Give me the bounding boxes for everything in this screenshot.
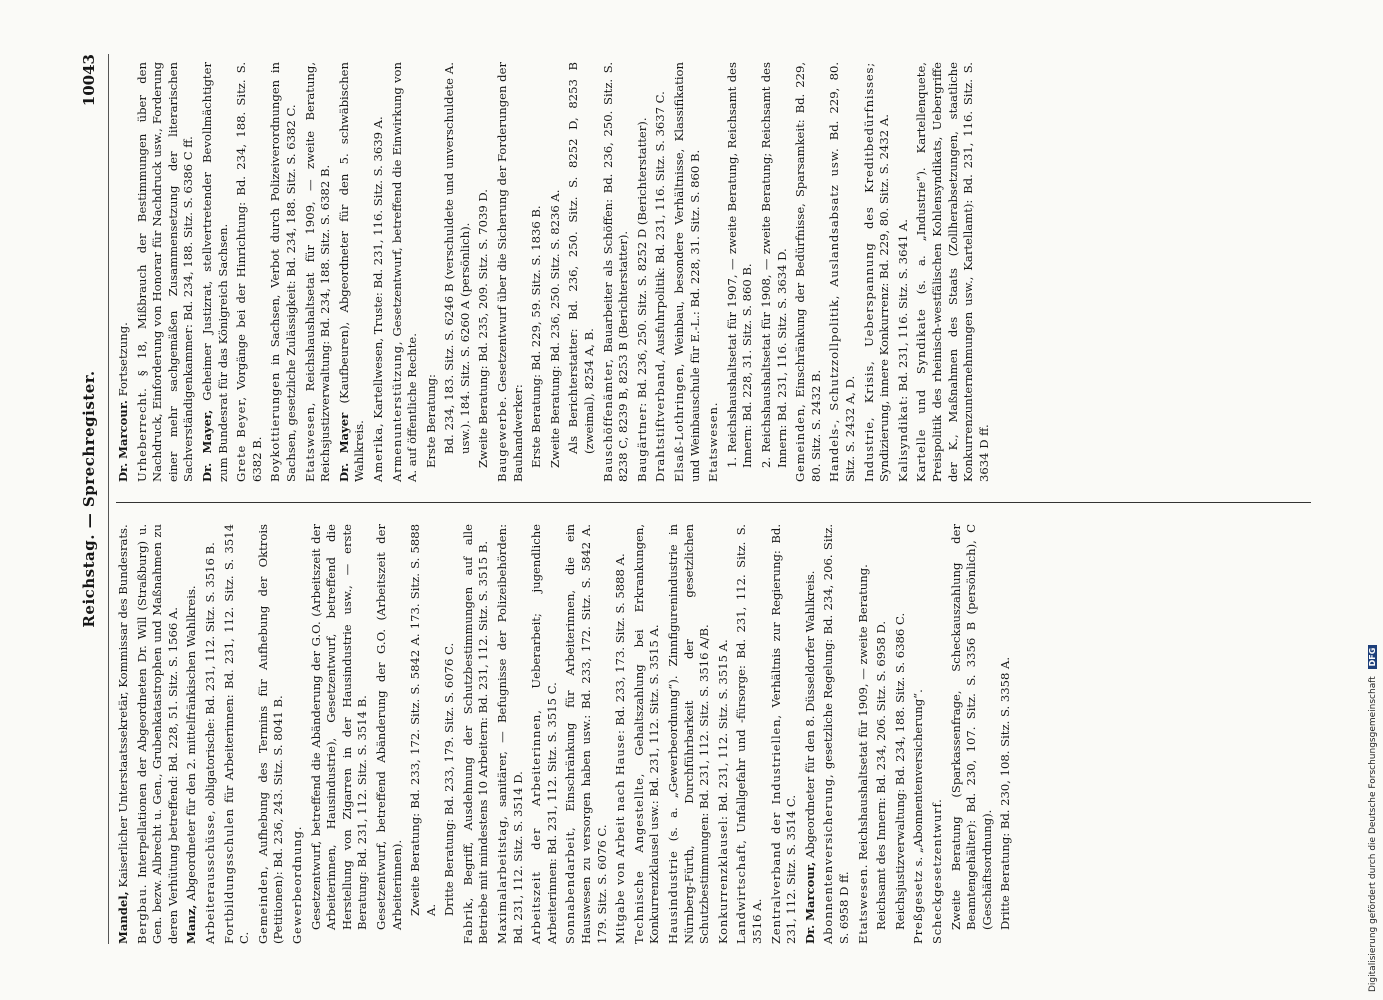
entry-text: Abgeordneter für den 8. Düsseldorfer Wahlkreis. xyxy=(802,570,817,859)
entry-text: Reichsamt des Innern: Bd. 234, 206. Sitz. S. 6958 D. xyxy=(874,620,889,930)
reference-line xyxy=(529,62,545,482)
entry-text: Unfallgefahr und -fürsorge: Bd. 231, 112. Sitz. S. 3516 A. xyxy=(734,524,764,944)
speaker-name: Mandel, xyxy=(116,891,130,944)
topic-entry xyxy=(203,524,219,944)
entry-text: Geheimer Justizrat, stellvertretender Bevollmächtigter zum Bundesrat für das Königreich Sachsen. xyxy=(199,62,230,482)
entry-text: Reichsjustizverwaltung: Bd. 234, 188. Sitz. S. 6386 C. xyxy=(892,612,907,930)
entry-text: Bd. 231, 112. Sitz. S. 3515 A. xyxy=(715,639,730,812)
entry-text: Zweite Beratung (Sparkassenfrage, Scheckauszahlung der Beamtengehälter): Bd. 230, 107. Sitz. S. 3356 B (persönlich), C (Geschäftsordnung). xyxy=(948,524,994,930)
topic-label: Armenunterstützung, xyxy=(389,340,404,482)
topic-label: Hausindustrie xyxy=(666,850,680,944)
entry-text: Bd. 229, 80. Sitz. S. 2432 A, D. xyxy=(827,61,857,482)
entry-text: Zweite Beratung: Bd. 233, 172. Sitz. S. 5842 A. 173. Sitz. S. 5888 A. xyxy=(408,524,438,916)
topic-entry xyxy=(896,62,912,482)
entry-text: gesetzliche Regelung: Bd. 234, 206. Sitz. S. 6958 D ff. xyxy=(821,523,851,944)
entry-text: Erste Beratung: Bd. 229, 59. Sitz. S. 1836 B. xyxy=(529,205,544,468)
speaker-entry xyxy=(116,62,132,482)
topic-label: Arbeiterausschüsse, xyxy=(202,809,217,944)
topic-label: Landwirtschaft, xyxy=(734,839,749,944)
entry-text: Fortsetzung. xyxy=(116,322,130,397)
reference-line xyxy=(309,524,371,944)
topic-label: Sonnabendarbeit, xyxy=(563,826,578,944)
topic-entry xyxy=(256,524,287,944)
reference-line xyxy=(408,524,439,944)
entry-text: Kaiserlicher Unterstaatssekretär, Kommissar des Bundesrats. xyxy=(116,524,130,888)
credit-text: Digitalisierung gefördert durch die Deutsche Forschungsgemeinschaft xyxy=(1368,676,1378,992)
reference-line xyxy=(442,62,473,482)
topic-label: Drahtstiftverband, xyxy=(653,358,668,482)
topic-entry xyxy=(290,524,306,944)
topic-entry xyxy=(303,62,334,482)
topic-entry xyxy=(563,524,610,944)
topic-label: Gewerbeordnung. xyxy=(289,825,304,944)
topic-label: Kartelle und Syndikate xyxy=(914,308,929,482)
topic-entry xyxy=(911,524,927,944)
topic-entry xyxy=(222,524,253,944)
topic-label: Bauschöffenämter, xyxy=(600,358,615,482)
speaker-entry xyxy=(803,524,819,944)
entry-text: Syndizierung, innere Konkurrenz: Bd. 229, 80. Sitz. S. 2432 A. xyxy=(877,114,892,482)
entry-text: Bauarbeiter als Schöffen: Bd. 236, 250. Sitz. S. 8238 C, 8239 B, 8253 B (Berichterstatter). xyxy=(600,61,631,482)
entry-text: Reichshaushaltsetat für 1909, — zweite Beratung. xyxy=(855,564,870,861)
topic-label: Scheckgesetzentwurf. xyxy=(929,798,944,944)
reference-line xyxy=(566,62,597,482)
entry-text: Weinbau, besondere Verhältnisse, Klassifikation und Weinbauschule für E.-L.: Bd. 228, 31. Sitz. S. 860 B. xyxy=(672,62,702,482)
topic-label: Boykottierungen xyxy=(268,371,283,482)
entry-text: Verhältnis zur Regierung: Bd. 231, 112. Sitz. S. 3514 C. xyxy=(768,523,799,944)
topic-label: Kalisyndikat: xyxy=(895,395,910,482)
left-column xyxy=(116,524,1017,944)
topic-label: Fortbildungsschulen xyxy=(221,808,236,944)
topic-entry xyxy=(734,524,765,944)
topic-entry xyxy=(635,62,651,482)
register-columns xyxy=(116,54,1316,944)
topic-label: Etatswesen. xyxy=(855,863,870,944)
topic-label: Abonnentenversicherung, xyxy=(821,773,836,944)
page-header xyxy=(80,54,116,944)
topic-entry xyxy=(862,62,893,482)
entry-text: Bd. 234, 183. Sitz. S. 6246 B (verschuldete und unverschuldete A. usw.). 184. Sitz. S. 6260 A (persönlich). xyxy=(442,62,472,454)
topic-label: Grete Beyer, xyxy=(234,396,249,482)
dfg-logo: DFG xyxy=(1368,645,1377,670)
topic-entry xyxy=(632,524,663,944)
entry-text: sanitärer, — Befugnisse der Polizeibehörden: Bd. 231, 112. Sitz. S. 3514 D. xyxy=(495,524,525,944)
entry-text: für Arbeiterinnen: Bd. 231, 112. Sitz. S. 3514 C. xyxy=(221,524,252,944)
entry-text: Gesetzentwurf, betreffend die Einwirkung von A. auf öffentliche Rechte. xyxy=(389,61,420,482)
topic-label: Urheberrecht. xyxy=(134,387,149,482)
speaker-entry xyxy=(184,524,200,944)
entry-text: obligatorische: Bd. 231, 112. Sitz. S. 3516 B. xyxy=(202,542,217,806)
topic-label: Industrie, Krisis, Ueberspannung des Kreditbedürfnisses; xyxy=(861,62,876,482)
entry-text: Zweite Beratung: Bd. 236, 250. Sitz. S. 8236 A. xyxy=(547,189,562,468)
topic-entry xyxy=(706,62,722,482)
entry-text: Ueberarbeit; jugendliche Arbeiterinnen: Bd. 231, 112. Sitz. S. 3515 C. xyxy=(529,523,559,944)
reference-line xyxy=(949,524,996,944)
reference-line xyxy=(725,62,756,482)
topic-entry xyxy=(716,524,732,944)
topic-label: Etatswesen. xyxy=(706,401,721,482)
topic-entry xyxy=(653,62,669,482)
entry-text: (s. a. „Industrie“). Kartellenquete, Preispolitik des rheinisch-westfälischen Kohlensyndikats, Uebergriffe der K., Maßnahmen des Staats (Zollherabsetzungen, staatliche Konkurrenzunternehmungen usw., Kartellamt): Bd. 231, 116. Sitz. S. 3634 D ff. xyxy=(914,62,991,482)
topic-label: Maximalarbeitstag, xyxy=(495,815,510,944)
reference-line xyxy=(759,62,790,482)
topic-entry xyxy=(495,62,526,482)
entry-text: Bd. 236, 250. Sitz. S. 8252 D (Berichterstatter). xyxy=(634,117,649,399)
reference-line xyxy=(374,524,405,944)
page-number: 10043 xyxy=(80,54,98,107)
entry-text: Gehaltszahlung bei Erkrankungen, Konkurrenzklausel usw.: Bd. 231, 112. Sitz. S. 3515 A. xyxy=(631,523,662,944)
entry-text: (s. a. „Gewerbeordnung“). Zinnfigurenindustrie in Nürnberg-Fürth, Durchführbarkeit der gesetzlichen Schutzbestimmungen: Bd. 231, 112. Sitz. S. 3516 A/B. xyxy=(666,524,712,944)
topic-entry xyxy=(390,62,421,482)
topic-entry xyxy=(613,524,629,944)
entry-text: Vorgänge bei der Hinrichtung: Bd. 234, 188. Sitz. S. 6382 B. xyxy=(234,61,264,482)
topic-entry xyxy=(769,524,800,944)
entry-text: Einschränkung der Bedürfnisse, Sparsamkeit: Bd. 229, 80. Sitz. S. 2432 B. xyxy=(793,61,823,482)
digitization-credit xyxy=(1368,12,1378,992)
topic-entry xyxy=(914,62,992,482)
speaker-name: Dr. Mayer, xyxy=(199,409,214,482)
topic-label: Handels-, Schutzzollpolitik, Auslandsabsatz usw. xyxy=(827,147,842,482)
reference-line xyxy=(893,524,909,944)
entry-text: Begriff, Ausdehnung der Schutzbestimmungen auf alle Betriebe mit mindestens 10 Arbeitern: Bd. 231, 112. Sitz. S. 3515 B. xyxy=(460,524,491,944)
topic-label: Etatswesen, xyxy=(302,401,317,482)
topic-entry xyxy=(666,524,713,944)
topic-entry xyxy=(827,62,858,482)
topic-label: Baugärtner: xyxy=(634,401,649,482)
topic-entry xyxy=(601,62,632,482)
topic-label: Elsaß-Lothringen, xyxy=(672,362,686,482)
speaker-name: Dr. Marcour. xyxy=(116,400,130,482)
speaker-name: Manz, xyxy=(184,904,199,944)
speaker-name: Dr. Mayer xyxy=(336,412,351,482)
topic-entry xyxy=(268,62,299,482)
rotated-page-content xyxy=(80,54,1316,944)
entry-text: Aufhebung des Termins für Aufhebung der Oktrois (Petitionen): Bd. 236, 243. Sitz. S. 8041 B. xyxy=(255,524,286,944)
entry-text: in Sachsen, Verbot durch Polizeiverordnungen in Sachsen, gesetzliche Zulässigkeit: Bd. 234, 188. Sitz. S. 6382 C. xyxy=(268,61,298,482)
topic-entry xyxy=(672,62,703,482)
entry-text: Abgeordneter für den 2. mittelfränkischen Wahlkreis. xyxy=(184,585,199,901)
reference-line xyxy=(998,524,1014,944)
entry-text: Bd. 231, 116. Sitz. S. 3641 A. xyxy=(895,219,910,392)
entry-text: Bd. 233, 173. Sitz. S. 5888 A. xyxy=(613,553,628,726)
topic-label: Gemeinden, xyxy=(793,403,808,482)
entry-text: Gesetzentwurf, betreffend Abänderung der G.O. (Arbeitszeit der Arbeiterinnen). xyxy=(373,524,404,930)
entry-text: Erste Beratung: xyxy=(423,374,438,468)
entry-text: Interpellationen der Abgeordneten Dr. Will (Straßburg) u. Gen. bezw. Albrecht u. Gen., Grubenkatastrophen und Maßnahmen zu deren Verhütung betreffend: Bd. 228, 51. Sitz. S. 1566 A. xyxy=(134,523,180,944)
entry-text: Dritte Beratung: Bd. 230, 108. Sitz. S. 3358 A. xyxy=(998,656,1013,930)
topic-label: Fabrik, xyxy=(460,896,475,944)
topic-label: Baugewerbe. xyxy=(495,395,510,482)
topic-entry xyxy=(529,524,560,944)
topic-label: Mitgabe von Arbeit nach Hause: xyxy=(613,729,628,944)
topic-label: Amerika, xyxy=(370,422,385,482)
topic-entry xyxy=(461,524,492,944)
entry-text: Kartellwesen, Truste: Bd. 231, 116. Sitz. S. 3639 A. xyxy=(370,116,385,419)
topic-label: Bergbau. xyxy=(134,883,149,944)
reference-line xyxy=(442,524,458,944)
reference-line xyxy=(548,62,564,482)
reference-line xyxy=(476,62,492,482)
topic-entry xyxy=(821,524,852,944)
entry-text: Gesetzentwurf über die Sicherung der Forderungen der Bauhandwerker: xyxy=(495,61,525,482)
reference-line xyxy=(874,524,890,944)
speaker-entry xyxy=(116,524,132,944)
entry-text: s. „Abonnentenversicherung“. xyxy=(911,689,926,867)
entry-text: 1. Reichshaushaltsetat für 1907, — zweite Beratung, Reichsamt des Innern: Bd. 228, 31. Sitz. S. 860 B. xyxy=(724,62,755,468)
entry-text: Als Berichterstatter: Bd. 236, 250. Sitz. S. 8252 D, 8253 B (zweimal), 8254 A, B. xyxy=(566,62,597,454)
entry-text: § 18, Mißbrauch der Bestimmungen über den Nachdruck, Einforderung von Honorar für Nachdruck usw., Forderung einer mehr sachgemäßen Zusammensetzung der literarischen Sachverständigenkammer: Bd. 234, 188. Sitz. S. 6386 C ff. xyxy=(134,62,196,482)
header-rule xyxy=(108,54,109,944)
topic-entry xyxy=(234,62,265,482)
right-column xyxy=(116,62,995,482)
entry-text: Gesetzentwurf, betreffend die Abänderung der G.O. (Arbeitszeit der Arbeiterinnen, Hausindustrie), Gesetzentwurf, betreffend die Herstellung von Zigarren in der Hausindustrie usw., — erste Beratung: Bd. 231, 112. Sitz. S. 3514 B. xyxy=(308,524,370,930)
topic-label: Arbeitszeit der Arbeiterinnen, xyxy=(529,709,544,944)
entry-text: Dritte Beratung: Bd. 233, 179. Sitz. S. 6076 C. xyxy=(442,642,457,916)
speaker-name: Dr. Marcour, xyxy=(802,861,817,944)
topic-entry xyxy=(930,524,946,944)
entry-text: Reichshaushaltsetat für 1909, — zweite Beratung, Reichsjustizverwaltung: Bd. 234, 188. Sitz. S. 6382 B. xyxy=(302,61,333,482)
column-divider xyxy=(116,502,1311,503)
topic-entry xyxy=(135,62,197,482)
topic-label: Preßgesetz xyxy=(911,870,926,944)
running-title: Reichstag. — Sprechregister. xyxy=(80,370,98,628)
topic-label: Zentralverband der Industriellen, xyxy=(768,714,783,944)
speaker-entry xyxy=(200,62,231,482)
topic-entry xyxy=(856,524,872,944)
topic-label: Gemeinden, xyxy=(255,865,270,944)
topic-label: Konkurrenzklausel: xyxy=(715,815,730,944)
entry-text: (Kaufbeuren), Abgeordneter für den 5. schwäbischen Wahlkreis. xyxy=(336,62,367,482)
topic-entry xyxy=(135,524,182,944)
topic-entry xyxy=(793,62,824,482)
topic-entry xyxy=(495,524,526,944)
entry-text: Einschränkung für Arbeiterinnen, die ein Hauswesen zu versorgen haben usw.: Bd. 233, 172. Sitz. S. 5842 A. 179. Sitz. S. 6076 C. xyxy=(563,524,609,944)
entry-text: Zweite Beratung: Bd. 235, 209. Sitz. S. 7039 D. xyxy=(476,189,491,468)
topic-entry xyxy=(371,62,387,482)
entry-text: Ausfuhrpolitik: Bd. 231, 116. Sitz. S. 3637 C. xyxy=(653,91,668,355)
speaker-entry xyxy=(337,62,368,482)
topic-label: Technische Angestellte, xyxy=(631,772,646,944)
entry-text: 2. Reichshaushaltsetat für 1908, — zweite Beratung; Reichsamt des Innern: Bd. 231, 116. Sitz. S. 3634 D. xyxy=(758,62,789,468)
reference-line xyxy=(424,62,440,482)
